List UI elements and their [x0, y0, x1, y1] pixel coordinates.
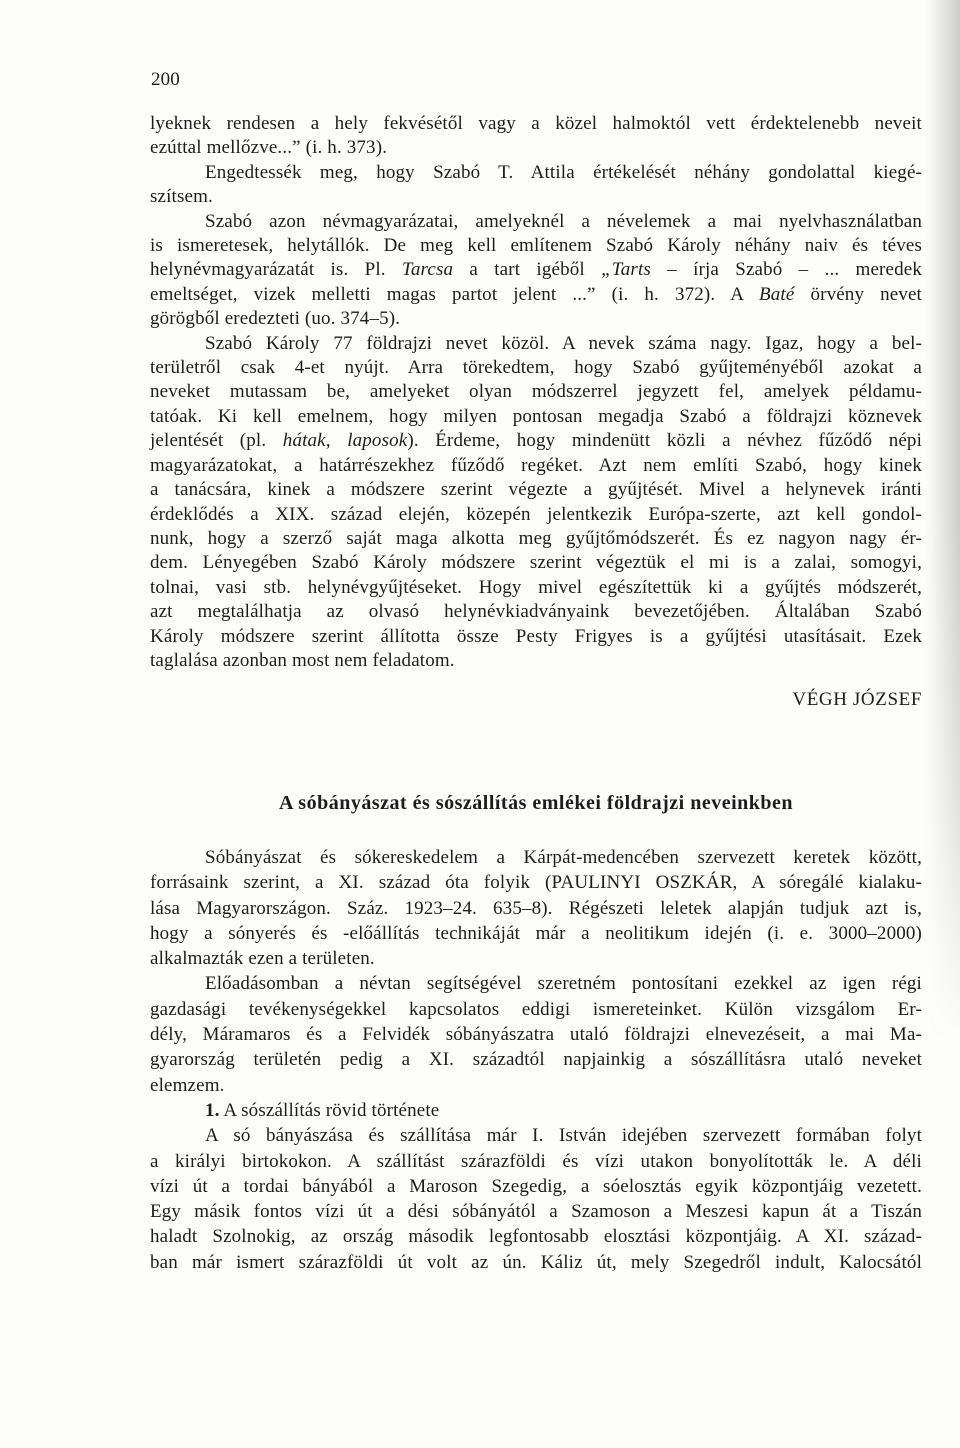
- text-line: lyeknek rendesen a hely fekvésétől vagy a közel halmoktól vett érdektelenebb neveit: [150, 113, 922, 134]
- text-line: területről csak 4-et nyújt. Arra törekedtem, hogy Szabó gyűjteményéből azokat a: [150, 357, 922, 379]
- italic-term: Tarcsa: [401, 259, 454, 281]
- text-line: [150, 429, 922, 453]
- author-signature: VÉGH JÓZSEF: [792, 689, 922, 710]
- text-line: ezúttal mellőzve...” (i. h. 373).: [150, 137, 388, 159]
- text-line: azt megtalálhatja az olvasó helynévkiadványaink bevezetőjében. Általában Szabó: [150, 601, 922, 623]
- text-line: Előadásomban a névtan segítségével szeretném pontosítani ezekkel az igen régi: [205, 973, 922, 995]
- text-line: nunk, hogy a szerző saját maga alkotta meg gyűjtőmódszerét. És ez nagyon nagy ér-: [150, 527, 922, 549]
- scan-edge-shadow: [926, 0, 960, 1448]
- text-line: haladt Szolnokig, az ország második legfontosabb elosztási központjáig. A XI. század-: [150, 1226, 922, 1248]
- italic-term: Baté: [759, 283, 795, 305]
- text-line: gazdasági tevékenységekkel kapcsolatos eddigi ismereteinket. Külön vizsgálom Er-: [150, 998, 922, 1020]
- text-line: hogy a sónyerés és -előállítás technikáját már a neolitikum idején (i. e. 3000–2000): [150, 922, 922, 944]
- text-run: emeltséget, vizek melletti magas partot jelent ...” (i. h. 372). A: [150, 283, 760, 305]
- section-heading-text: A sószállítás rövid története: [219, 1099, 440, 1121]
- text-line: [150, 258, 922, 282]
- text-line: [150, 283, 922, 307]
- text-line: alkalmazták ezen a területen.: [150, 948, 375, 970]
- text-line: görögből eredezteti (uo. 374–5).: [150, 308, 401, 330]
- text-line: ban már ismert szárazföldi út volt az ún. Káliz út, mely Szegedről indult, Kalocsától: [150, 1251, 922, 1273]
- text-line: taglalása azonban most nem feladatom.: [150, 649, 455, 671]
- text-line: Engedtessék meg, hogy Szabó T. Attila értékelését néhány gondolattal kiegé-: [205, 161, 922, 183]
- text-line: forrásaink szerint, a XI. század óta folyik (PAULINYI OSZKÁR, A sóregálé kialaku-: [150, 872, 922, 894]
- text-line: Szabó azon névmagyarázatai, amelyeknél a névelemek a mai nyelvhasználatban: [205, 210, 922, 232]
- italic-term: hátak, laposok: [282, 430, 408, 452]
- text-line: elemzem.: [150, 1074, 225, 1096]
- text-line: is ismeretesek, helytállók. De meg kell említenem Szabó Károly néhány naiv és téves: [150, 235, 922, 257]
- page-number: 200: [151, 69, 180, 90]
- text-line: vízi út a tordai bányából a Maroson Szegedig, a sóelosztás egyik központjáig vezetett.: [150, 1175, 922, 1197]
- text-run: jelentését (pl.: [150, 430, 283, 452]
- text-line: a királyi birtokokon. A szállítást szárazföldi és vízi utakon bonyolították le. A déli: [150, 1150, 922, 1172]
- text-line: magyarázatokat, a határrészekhez fűződő regéket. Azt nem említi Szabó, hogy kinek: [150, 454, 922, 476]
- text-line: tolnai, vasi stb. helynévgyűjtéseket. Hogy mivel egészítettük ki a gyűjtés módszerét,: [150, 576, 922, 598]
- text-run: a tart igéből: [453, 259, 602, 281]
- text-run: örvény nevet: [794, 283, 922, 305]
- text-line: neveket mutassam be, amelyeket olyan módszerrel jegyzett fel, amelyek példamu-: [150, 381, 922, 403]
- text-line: lása Magyarországon. Száz. 1923–24. 635–8). Régészeti leletek alapján tudjuk azt is,: [150, 897, 922, 919]
- text-run: helynévmagyarázatát is. Pl.: [150, 259, 402, 281]
- text-run: – írja Szabó – ... meredek: [650, 259, 922, 281]
- text-line: dem. Lényegében Szabó Károly módszere szerint végeztük el mi is a zalai, somogyi,: [150, 552, 922, 574]
- text-run: ). Érdeme, hogy mindenütt közli a névhez fűződő népi: [407, 430, 923, 452]
- text-line: Sóbányászat és sókereskedelem a Kárpát-medencében szervezett keretek között,: [205, 847, 922, 868]
- article-continuation: [150, 112, 922, 673]
- text-line: Szabó Károly 77 földrajzi nevet közöl. A nevek száma nagy. Igaz, hogy a bel-: [205, 332, 922, 354]
- section-number: 1.: [205, 1099, 220, 1121]
- text-line: szítsem.: [150, 186, 213, 208]
- text-line: Károly módszere szerint állította össze Pesty Frigyes is a gyűjtési utasításait. Ezek: [150, 625, 922, 647]
- text-line: dély, Máramaros és a Felvidék sóbányászatra utaló földrajzi elnevezéseit, a mai Ma-: [150, 1024, 922, 1046]
- article-title: A sóbányászat és sószállítás emlékei földrajzi neveinkben: [278, 792, 794, 814]
- section-heading: [150, 1098, 922, 1123]
- text-line: tatóak. Ki kell emelnem, hogy milyen pontosan megadja Szabó a földrajzi köznevek: [150, 405, 922, 427]
- text-line: Egy másik fontos vízi út a dési sóbányától a Szamoson a Meszesi kapun át a Tiszán: [150, 1201, 922, 1223]
- italic-term: „Tarts: [601, 259, 651, 281]
- article-body: [150, 845, 922, 1275]
- text-line: a tanácsára, kinek a módszere szerint végezte a gyűjtését. Mivel a helynevek iránti: [150, 479, 922, 501]
- text-line: érdeklődés a XIX. század elején, közepén jelentkezik Európa-szerte, azt kell gondol-: [150, 503, 922, 525]
- text-line: A só bányászása és szállítása már I. István idejében szervezett formában folyt: [205, 1125, 922, 1147]
- text-line: gyarország területén pedig a XI. századtól napjainkig a sószállításra utaló neveket: [150, 1049, 922, 1071]
